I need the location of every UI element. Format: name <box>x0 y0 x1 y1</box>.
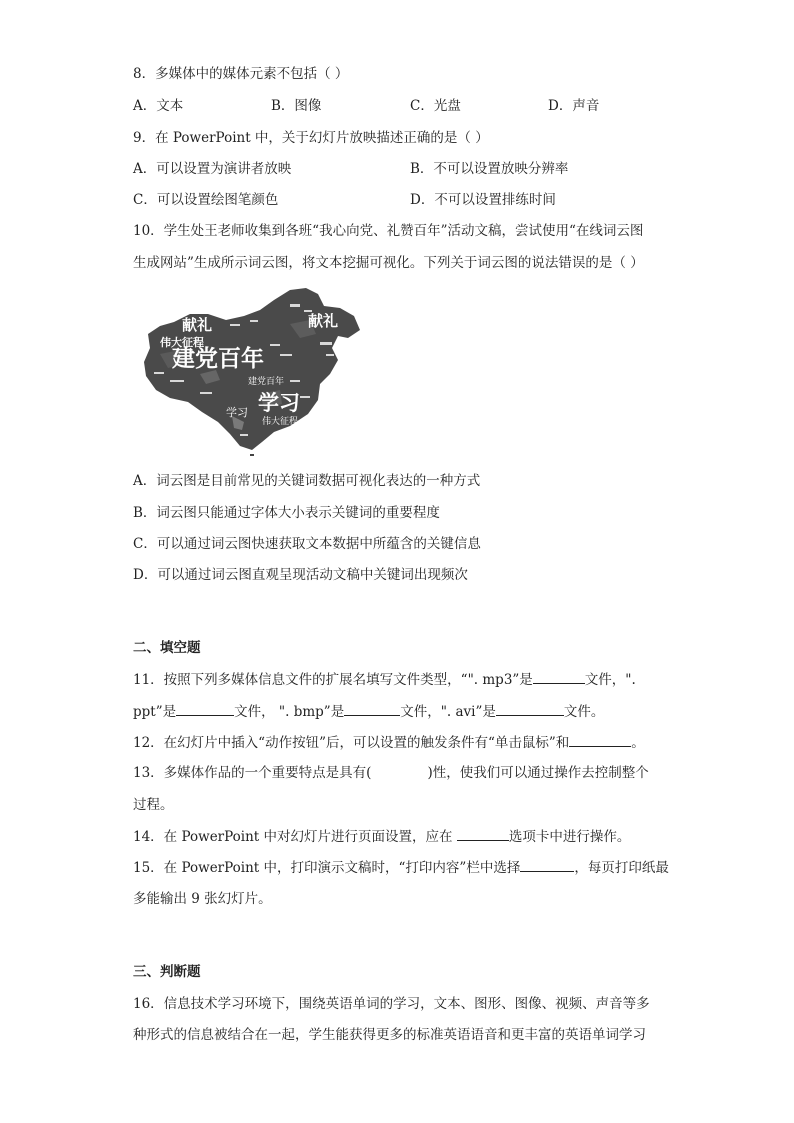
q11-text-6: 文件。 <box>563 704 605 720</box>
q8-stem: 8．多媒体中的媒体元素不包括（ ） <box>133 66 349 82</box>
cloud-word-small3: 伟大征程 <box>262 417 299 427</box>
q15-line1 <box>133 857 669 878</box>
q11-line1 <box>133 669 636 690</box>
q15-text-2: ，每页打印纸最 <box>574 860 669 876</box>
cloud-word-big2: 学习 <box>258 391 300 415</box>
q8-option-c: C．光盘 <box>410 98 461 114</box>
q10-stem-line2: 生成网站”生成所示词云图，将文本挖掘可视化。下列关于词云图的说法错误的是（ ） <box>133 255 644 271</box>
q11-text-4: 文件， ". bmp”是 <box>234 704 345 720</box>
q8-option-b: B．图像 <box>271 98 322 114</box>
word-cloud-image <box>140 284 370 456</box>
section-fill-in-title: 二、填空题 <box>133 640 201 656</box>
cloud-word-mid3: 伟大征程 <box>160 336 204 349</box>
q14-text-1: 14．在 PowerPoint 中对幻灯片进行页面设置，应在 <box>133 829 457 845</box>
q9-stem: 9．在 PowerPoint 中，关于幻灯片放映描述正确的是（ ） <box>133 130 489 146</box>
q11-blank-4 <box>496 701 564 716</box>
q12-text-1: 12．在幻灯片中插入“动作按钮”后，可以设置的触发条件有“单击鼠标”和 <box>133 735 570 751</box>
q11-text-2: 文件，". <box>584 672 636 688</box>
cloud-word-mid1: 献礼 <box>182 316 213 334</box>
q8-option-d: D．声音 <box>548 98 600 114</box>
q10-stem-line1: 10．学生处王老师收集到各班“我心向党、礼赞百年”活动文稿，尝试使用“在线词云图 <box>133 223 644 239</box>
q9-option-d: D．不可以设置排练时间 <box>410 192 556 208</box>
section-judgment-title: 三、判断题 <box>133 964 201 980</box>
q11-blank-2 <box>176 701 234 716</box>
q11-text-5: 文件，". avi”是 <box>400 704 496 720</box>
q16-line2: 种形式的信息被结合在一起，学生能获得更多的标准英语语音和更丰富的英语单词学习 <box>133 1027 646 1043</box>
q15-blank <box>520 857 574 872</box>
q14-text-2: 选项卡中进行操作。 <box>508 829 631 845</box>
q10-option-d: D．可以通过词云图直观呈现活动文稿中关键词出现频次 <box>133 567 468 583</box>
q15-line2: 多能输出 9 张幻灯片。 <box>133 891 272 907</box>
q9-option-c: C．可以设置绘图笔颜色 <box>133 192 279 208</box>
q13-line1 <box>133 763 649 783</box>
cloud-word-big1: 建党百年 <box>172 346 264 372</box>
q9-option-b: B．不可以设置放映分辨率 <box>410 161 569 177</box>
q16-line1: 16．信息技术学习环境下，围绕英语单词的学习，文本、图形、图像、视频、声音等多 <box>133 996 650 1012</box>
q13-line2: 过程。 <box>133 797 174 813</box>
cloud-word-small2: 学习 <box>226 406 248 419</box>
q11-blank-3 <box>344 701 400 716</box>
q13-text-2: )性，使我们可以通过操作去控制整个 <box>427 765 649 781</box>
q10-option-a: A．词云图是目前常见的关键词数据可视化表达的一种方式 <box>133 473 481 489</box>
q11-blank-1 <box>533 669 585 684</box>
q14-blank <box>457 826 509 841</box>
q14-line <box>133 826 630 847</box>
q12-text-2: 。 <box>631 735 645 751</box>
q12-line <box>133 732 645 753</box>
q10-option-b: B．词云图只能通过字体大小表示关键词的重要程度 <box>133 505 440 521</box>
q15-text-1: 15．在 PowerPoint 中，打印演示文稿时，“打印内容”栏中选择 <box>133 860 521 876</box>
q11-text-3: ppt”是 <box>133 704 177 720</box>
q8-option-a: A．文本 <box>133 98 184 114</box>
q11-text-1: 11．按照下列多媒体信息文件的扩展名填写文件类型，“". mp3”是 <box>133 672 533 688</box>
q12-blank <box>569 732 631 747</box>
cloud-word-small1: 建党百年 <box>248 377 285 387</box>
q13-text-1: 13．多媒体作品的一个重要特点是具有( <box>133 765 372 781</box>
q9-option-a: A．可以设置为演讲者放映 <box>133 161 292 177</box>
q11-line2 <box>133 701 604 722</box>
cloud-word-mid2: 献礼 <box>308 312 339 330</box>
q10-option-c: C．可以通过词云图快速获取文本数据中所蕴含的关键信息 <box>133 536 481 552</box>
